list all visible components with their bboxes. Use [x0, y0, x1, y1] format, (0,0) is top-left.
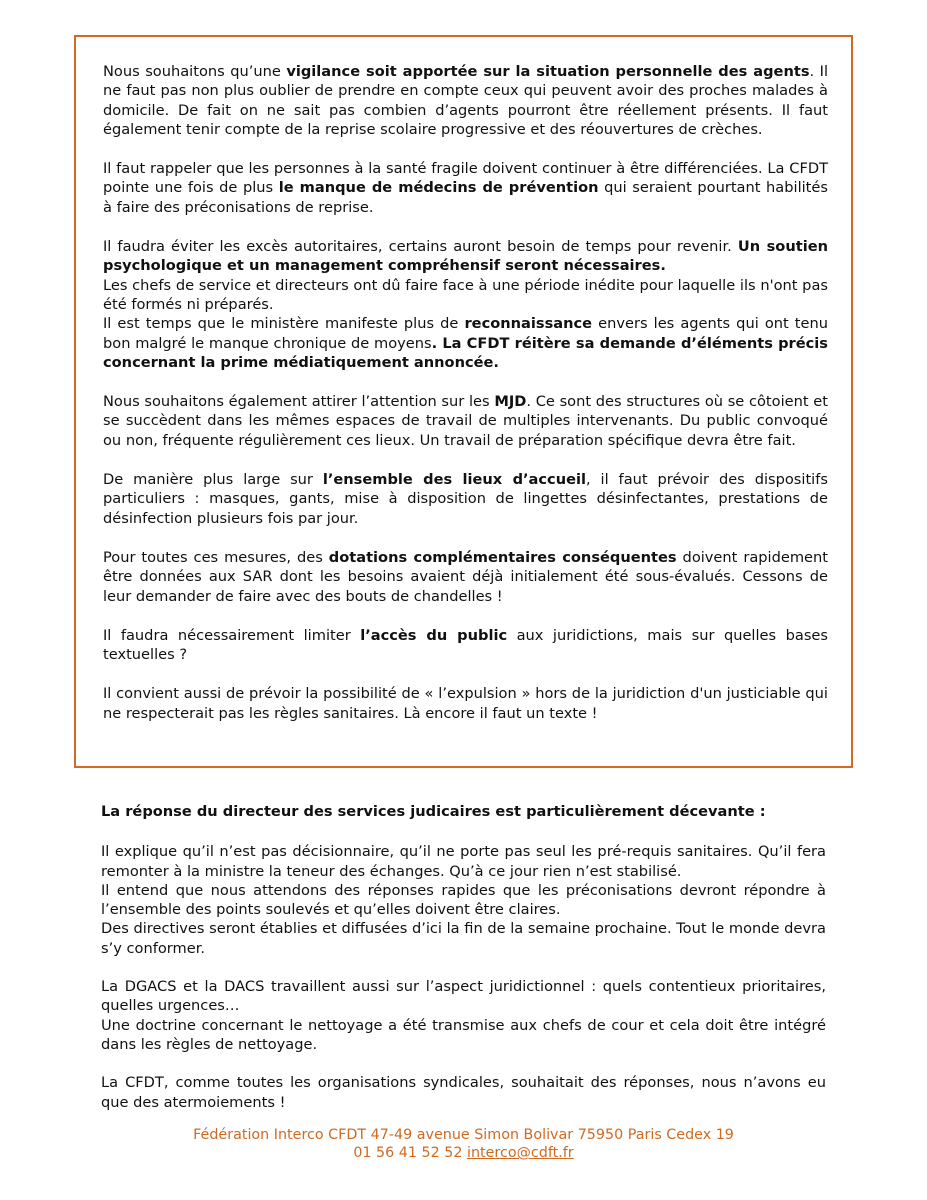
box-paragraph-6 — [103, 548, 828, 606]
footer — [0, 1126, 927, 1162]
response-section — [101, 802, 826, 1131]
box-paragraph-3 — [103, 237, 828, 372]
box-paragraph-4 — [103, 392, 828, 450]
box-paragraph-7 — [103, 626, 828, 665]
bold-run: vigilance soit apportée sur la situation personnelle des agents — [286, 63, 810, 80]
bold-run: l’ensemble des lieux d’accueil — [322, 471, 586, 489]
text-run: envers les agents qui ont tenu bon malgré le manque chronique de moyens — [103, 315, 829, 352]
footer-contact — [0, 1144, 927, 1162]
response-paragraph-2: La DGACS et la DACS travaillent aussi sur l’aspect juridictionnel : quels contentieux prioritaires, quelles urgences… Une doctrine concernant le nettoyage a été transmise aux chefs de cour et cela doit être intégré dans les règles de nettoyage. — [101, 978, 826, 1053]
bold-run: Un soutien psychologique et un management compréhensif seront nécessaires. — [103, 238, 828, 275]
bold-run: le manque de médecins de prévention — [278, 179, 599, 197]
text-run: Nous souhaitons également attirer l’attention sur les — [103, 393, 495, 411]
box-paragraph-1 — [103, 62, 828, 139]
bold-run: dotations complémentaires conséquentes — [328, 548, 677, 566]
bold-run: MJD — [494, 393, 527, 411]
bold-run: l’accès du public — [360, 626, 508, 644]
text-run: qui seraient pourtant habilités à faire des préconisations de reprise. — [103, 179, 828, 216]
box-paragraph-2 — [103, 159, 828, 217]
response-heading-text: La réponse du directeur des services judicaires est particulièrement décevante : — [101, 803, 766, 820]
footer-address: Fédération Interco CFDT 47-49 avenue Simon Bolivar 75950 Paris Cedex 19 — [193, 1127, 734, 1143]
text-run: . Il ne faut pas non plus oublier de prendre en compte ceux qui peuvent avoir des proches malades à domicile. De fait on ne sait pas combien d’agents pourront être réellement présents. Il faut également tenir compte de la reprise scolaire progressive et des réouvertures de crèches. — [103, 63, 829, 138]
text-run: , il faut prévoir des dispositifs particuliers : masques, gants, mise à disposition de lingettes désinfectantes, prestations de désinfection plusieurs fois par jour. — [103, 471, 828, 527]
footer-email-link[interactable]: interco@cdft.fr — [467, 1145, 574, 1161]
box-paragraph-5 — [103, 470, 828, 528]
text-run: Il convient aussi de prévoir la possibilité de « l’expulsion » hors de la juridiction d'un justiciable qui ne respecterait pas les règles sanitaires. Là encore il faut un texte ! — [103, 685, 828, 722]
text-run: Les chefs de service et directeurs ont dû faire face à une période inédite pour laquelle ils n'ont pas été formés ni préparés. Il est temps que le ministère manifeste plus de — [103, 276, 828, 333]
text-run: . Ce sont des structures où se côtoient et se succèdent dans les mêmes espaces de travail de multiples intervenants. Du public convoqué ou non, fréquente régulièrement ces lieux. Un travail de préparation spécifique devra être fait. — [103, 393, 828, 449]
text-run: Il faudra nécessairement limiter — [103, 626, 361, 644]
text-run: De manière plus large sur — [103, 471, 323, 489]
bold-run: reconnaissance — [464, 315, 593, 333]
text-run: aux juridictions, mais sur quelles bases textuelles ? — [103, 626, 828, 664]
box-paragraph-8 — [103, 684, 828, 723]
highlighted-box — [74, 35, 853, 768]
text-run: Il faut rappeler que les personnes à la santé fragile doivent continuer à être différenciées. La CFDT pointe une fois de plus — [103, 160, 828, 197]
text-run: doivent rapidement être données aux SAR dont les besoins avaient déjà initialement été sous-évalués. Cessons de leur demander de faire avec des bouts de chandelles ! — [103, 548, 828, 605]
bold-run: . La CFDT réitère sa demande d’éléments précis concernant la prime médiatiquement annoncée. — [103, 334, 828, 371]
footer-phone: 01 56 41 52 52 — [353, 1145, 463, 1161]
response-paragraph-1: Il explique qu’il n’est pas décisionnaire, qu’il ne porte pas seul les pré-requis sanitaires. Qu’il fera remonter à la ministre la teneur des échanges. Qu’à ce jour rien n’est stabilisé. Il entend que nous attendons des réponses rapides que les préconisations devront répondre à l’ensemble des points soulevés et qu’elles doivent être claires. Des directives seront établies et diffusées d’ici la fin de la semaine prochaine. Tout le monde devra s’y conformer. — [101, 843, 826, 957]
box-content — [103, 62, 828, 743]
response-heading — [101, 802, 826, 821]
text-run: Pour toutes ces mesures, des — [103, 548, 329, 566]
text-run: Nous souhaitons qu’une — [103, 63, 287, 80]
text-run: Il faudra éviter les excès autoritaires, certains auront besoin de temps pour revenir. — [103, 238, 738, 256]
response-paragraph-3: La CFDT, comme toutes les organisations syndicales, souhaitait des réponses, nous n’avons eu que des atermoiements ! — [101, 1074, 826, 1111]
